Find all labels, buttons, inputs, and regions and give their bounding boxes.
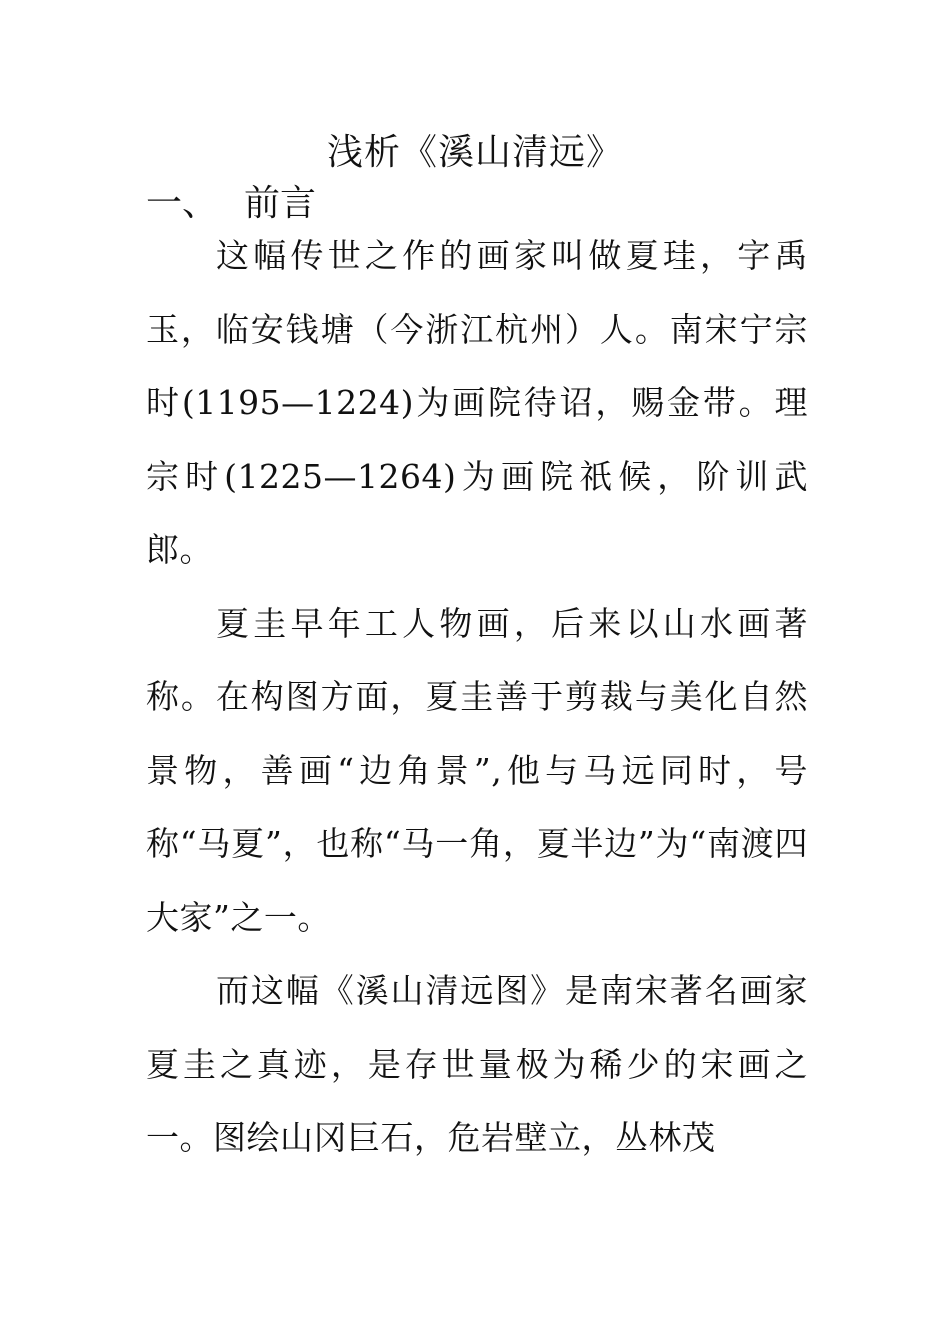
paragraph: 夏圭早年工人物画，后来以山水画著称。在构图方面，夏圭善于剪裁与美化自然景物，善画“边角景”,他与马远同时，号称“马夏”，也称“马一角，夏半边”为“南渡四大家”之一。: [146, 603, 808, 937]
section-number: 一、: [146, 183, 219, 224]
document-title: 浅析《溪山清远》: [326, 132, 623, 173]
section-title: 前言: [244, 183, 317, 224]
paragraph: 而这幅《溪山清远图》是南宋著名画家夏圭之真迹，是存世量极为稀少的宋画之一。图绘山冈巨石，危岩壁立，丛林茂: [146, 971, 808, 1157]
document-body: [146, 219, 808, 1175]
paragraph: 这幅传世之作的画家叫做夏珪，字禹玉，临安钱塘（今浙江杭州）人。南宋宁宗时(1195—1224)为画院待诏，赐金带。理宗时(1225—1264)为画院祇候，阶训武郎。: [146, 236, 808, 569]
